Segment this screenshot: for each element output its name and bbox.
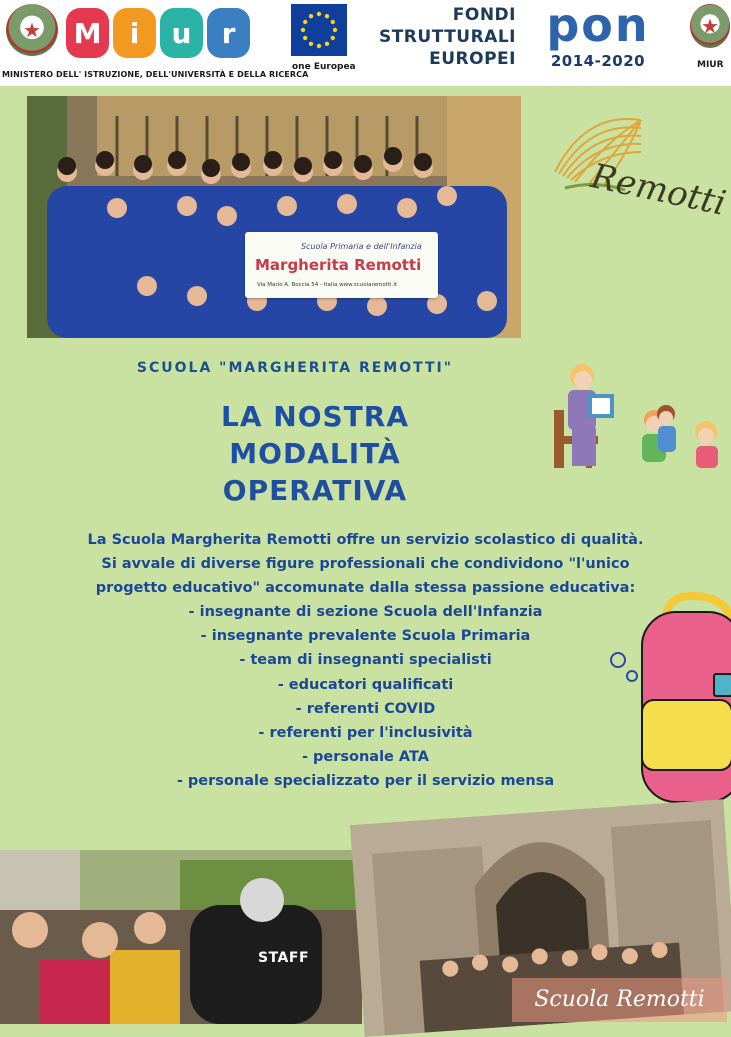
miur-emblem-icon: ★ <box>690 4 730 48</box>
group-photo-students <box>27 96 521 338</box>
list-item: - personale ATA <box>301 749 430 766</box>
event-photo-staff <box>0 850 362 1024</box>
school-banner-name: Margherita Remotti <box>255 256 422 274</box>
fondi-line: FONDI <box>452 5 516 25</box>
miur-letter-m: M <box>66 8 109 58</box>
list-item: - team di insegnanti specialisti <box>239 652 492 669</box>
ministry-caption: MINISTERO DELL' ISTRUZIONE, DELL'UNIVERSITÀ E DELLA RICERCA <box>2 70 309 79</box>
remotti-logo-text: Remotti <box>587 156 730 224</box>
fondi-line: STRUTTURALI <box>378 27 516 47</box>
miur-letter-u: u <box>160 8 203 58</box>
intro-line: Si avvale di diverse figure professionali che condividono "l'unico <box>101 556 630 572</box>
school-banner-small: Scuola Primaria e dell'Infanzia <box>301 242 422 251</box>
list-item: - insegnante prevalente Scuola Primaria <box>200 628 531 645</box>
miur-letter-r: r <box>207 8 250 58</box>
intro-line: La Scuola Margherita Remotti offre un servizio scolastico di qualità. <box>87 532 644 548</box>
list-item: - insegnante di sezione Scuola dell'Infanzia <box>188 604 543 620</box>
list-item: - referenti COVID <box>295 700 436 717</box>
fondi-line: EUROPEI <box>429 49 516 69</box>
miur-letter-i: i <box>113 8 156 58</box>
header-banner <box>0 0 731 86</box>
pon-years: 2014-2020 <box>550 52 646 70</box>
miur-right-label: MIUR <box>697 60 724 70</box>
school-subtitle: SCUOLA "MARGHERITA REMOTTI" <box>136 360 454 376</box>
staff-shirt-label: STAFF <box>258 950 310 966</box>
pon-logo <box>532 2 664 70</box>
school-banner-address: Via Mario A. Boccia 54 - Italia www.scuolaremotti.it <box>257 282 398 288</box>
title-line: LA NOSTRA <box>221 400 409 433</box>
miur-logo <box>66 8 250 58</box>
list-item: - educatori qualificati <box>277 676 454 693</box>
title-line: MODALITÀ <box>229 437 401 470</box>
scuola-remotti-watermark: Scuola Remotti <box>512 978 727 1022</box>
list-item: - personale specializzato per il servizio mensa <box>176 773 555 790</box>
page-title <box>160 398 470 509</box>
school-banner <box>245 232 438 298</box>
pon-word: pon <box>546 0 650 52</box>
republic-emblem-icon: ★ <box>6 4 58 56</box>
backpack-icon <box>606 590 731 822</box>
title-line: OPERATIVA <box>222 474 408 507</box>
eu-label: one Europea <box>292 62 356 72</box>
eu-flag-icon <box>291 4 347 56</box>
fondi-strutturali-logo <box>368 4 516 70</box>
list-item: - referenti per l'inclusività <box>258 725 473 742</box>
teacher-reading-illustration <box>550 356 730 486</box>
intro-line: progetto educativo" accomunate dalla stessa passione educativa: <box>95 580 636 596</box>
